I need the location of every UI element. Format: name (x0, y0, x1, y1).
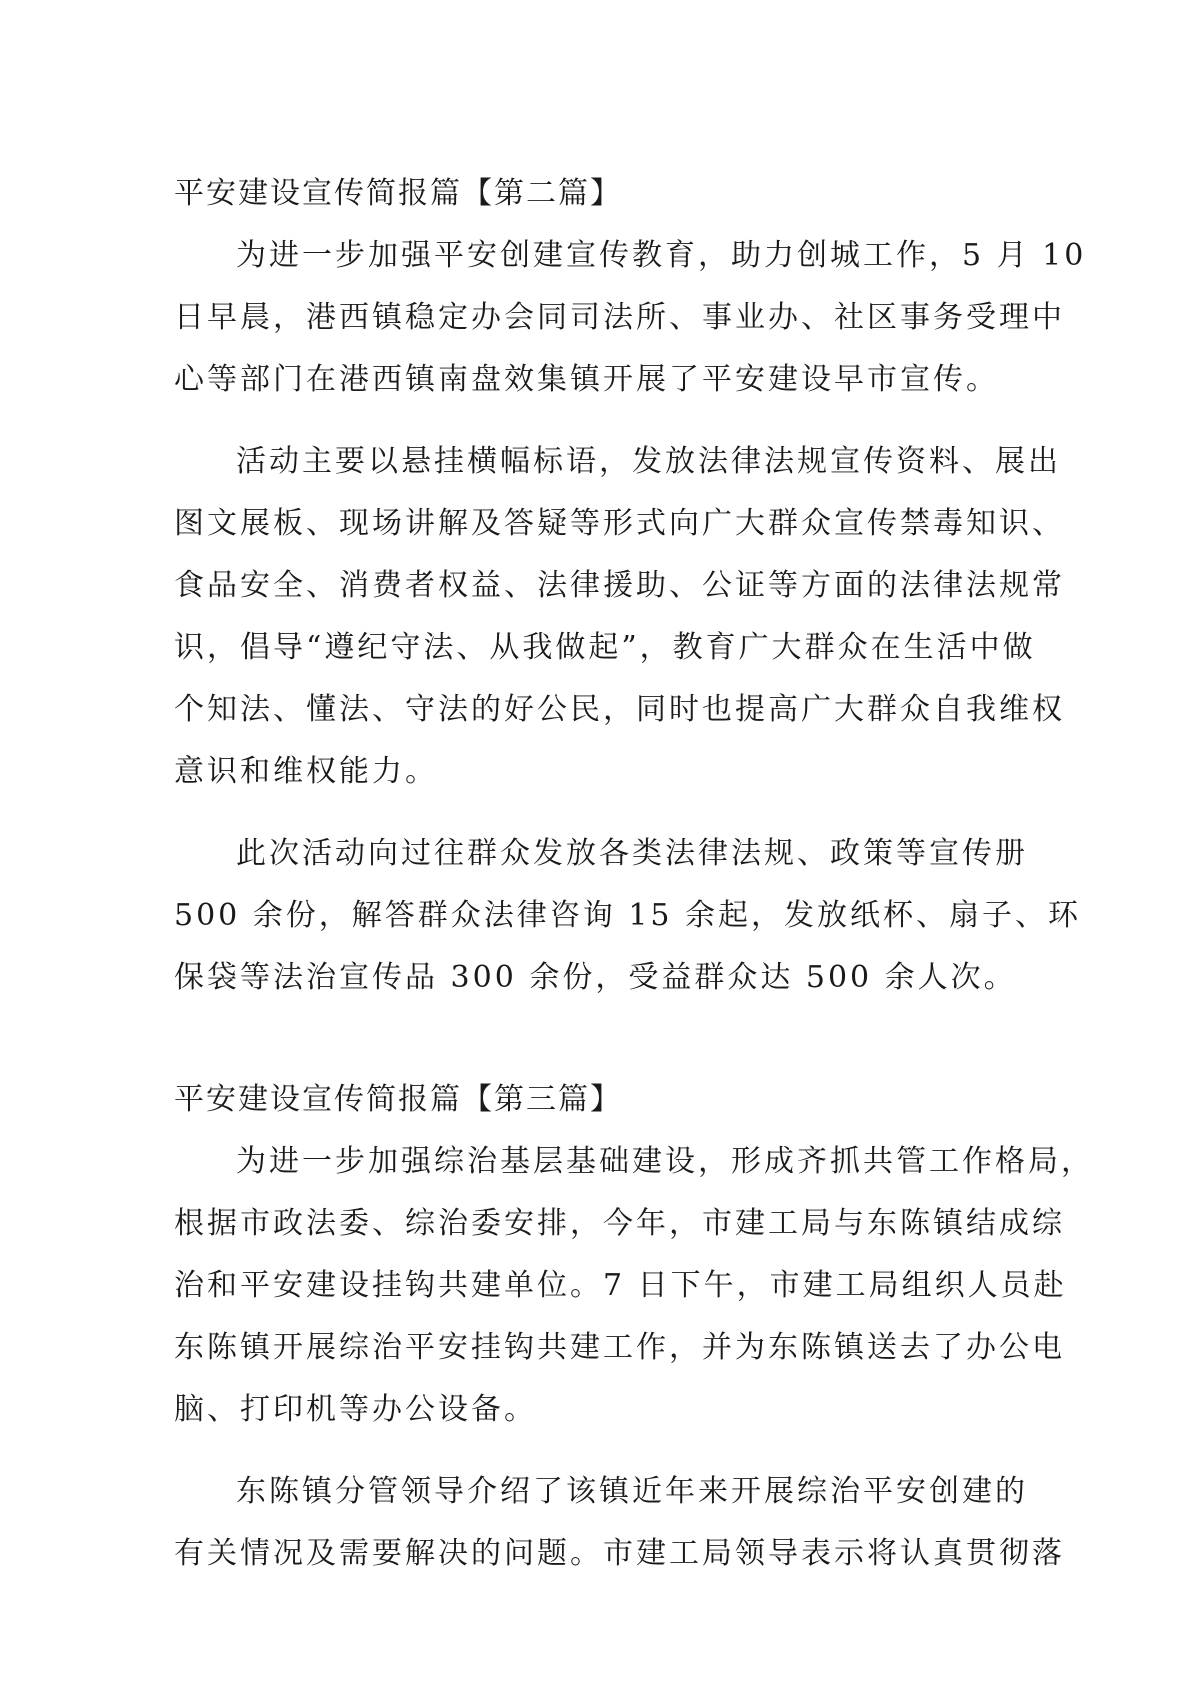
paragraph-line: 心等部门在港西镇南盘效集镇开展了平安建设早市宣传。 (174, 362, 999, 397)
paragraph-line: 活动主要以悬挂横幅标语，发放法律法规宣传资料、展出 (236, 444, 1061, 479)
paragraph-line: 为进一步加强平安创建宣传教育，助力创城工作，5 月 10 (236, 238, 1087, 273)
paragraph-line: 脑、打印机等办公设备。 (174, 1392, 537, 1427)
paragraph-line: 食品安全、消费者权益、法律援助、公证等方面的法律法规常 (174, 568, 1065, 603)
section-heading: 平安建设宣传简报篇【第二篇】 (174, 176, 622, 211)
paragraph-line: 根据市政法委、综治委安排，今年，市建工局与东陈镇结成综 (174, 1206, 1065, 1241)
paragraph-line: 日早晨，港西镇稳定办会同司法所、事业办、社区事务受理中 (174, 300, 1065, 335)
paragraph-line: 识，倡导“遵纪守法、从我做起”，教育广大群众在生活中做 (174, 630, 1036, 665)
paragraph-line: 图文展板、现场讲解及答疑等形式向广大群众宣传禁毒知识、 (174, 506, 1065, 541)
paragraph-line: 此次活动向过往群众发放各类法律法规、政策等宣传册 (236, 836, 1028, 871)
paragraph-line: 为进一步加强综治基层基础建设，形成齐抓共管工作格局， (236, 1144, 1094, 1179)
paragraph-line: 有关情况及需要解决的问题。市建工局领导表示将认真贯彻落 (174, 1536, 1065, 1571)
paragraph-line: 治和平安建设挂钩共建单位。7 日下午，市建工局组织人员赴 (174, 1268, 1067, 1303)
paragraph-line: 东陈镇分管领导介绍了该镇近年来开展综治平安创建的 (236, 1474, 1028, 1509)
paragraph-line: 意识和维权能力。 (174, 754, 438, 789)
paragraph-line: 500 余份，解答群众法律咨询 15 余起，发放纸杯、扇子、环 (174, 898, 1082, 933)
paragraph-line: 保袋等法治宣传品 300 余份，受益群众达 500 余人次。 (174, 960, 1017, 995)
section-heading: 平安建设宣传简报篇【第三篇】 (174, 1082, 622, 1117)
paragraph-line: 东陈镇开展综治平安挂钩共建工作，并为东陈镇送去了办公电 (174, 1330, 1065, 1365)
paragraph-line: 个知法、懂法、守法的好公民，同时也提高广大群众自我维权 (174, 692, 1065, 727)
